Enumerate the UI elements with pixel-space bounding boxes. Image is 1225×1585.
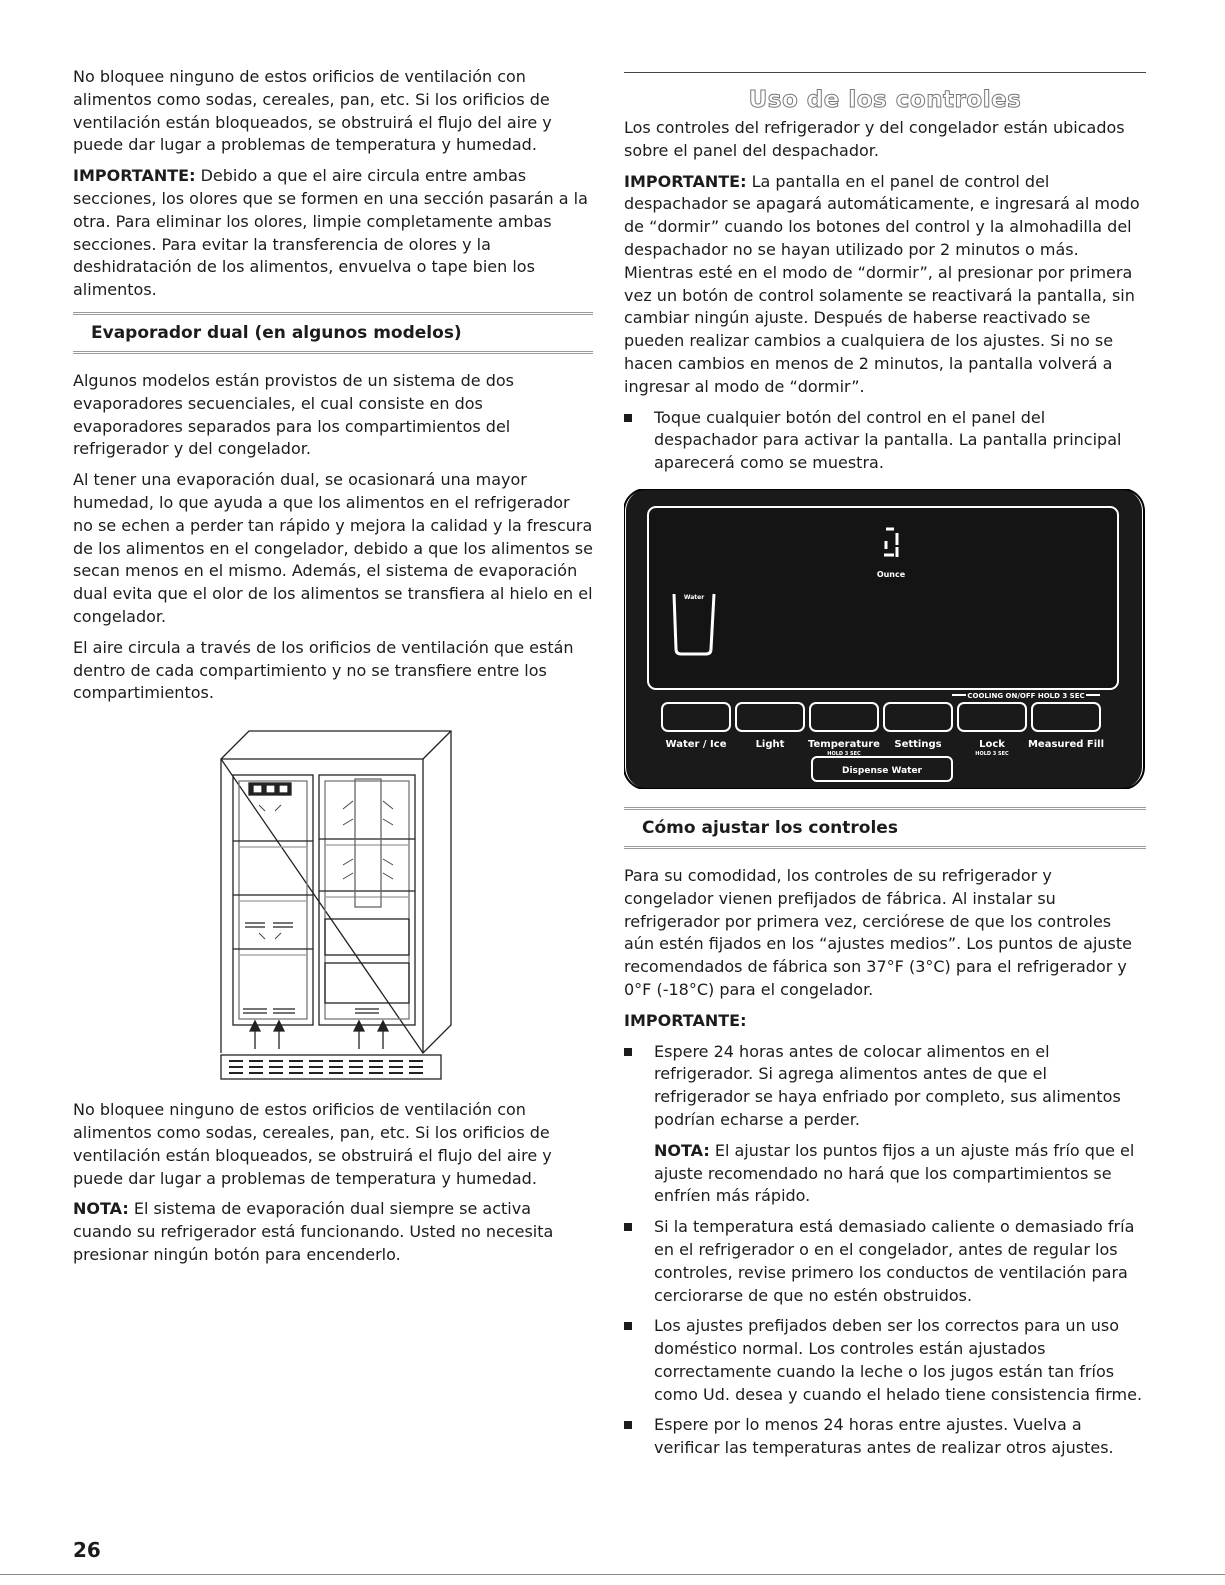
unit-label: Ounce (876, 569, 906, 579)
note-text: El sistema de evaporación dual siempre se activa cuando su refrigerador está funcionando. Usted no necesita presionar ningún botón para encenderlo. (73, 1199, 554, 1264)
paragraph-factory-settings: Para su comodidad, los controles de su refrigerador y congelador vienen prefijados de fábrica. Al instalar su refrigerador por primera vez, cerciórese de que los controles aún estén fijados en los “ajustes medios”. Los puntos de ajuste recomendados de fábrica son 37°F (3°C) para el refrigerador y 0°F (-18°C) para el congelador. (624, 865, 1132, 999)
svg-text:Temperature: Temperature (808, 738, 880, 750)
important-text: Debido a que el aire circula entre ambas secciones, los olores que se formen en una sección pasarán a la otra. Para eliminar los olores, limpie completamente ambas secciones. Para evitar la transferencia de olores y la deshidratación de los alimentos, envuelva o tape bien los alimentos. (73, 166, 588, 300)
section-heading-dual-evaporator (73, 312, 593, 354)
bullet-check-vents: Si la temperatura está demasiado caliente o demasiado fría en el refrigerador o en el congelador, antes de regular los controles, revise primero los conductos de ventilación para cerciorarse de que no estén obstruidos. (624, 1216, 1146, 1307)
note-label: NOTA: (654, 1140, 710, 1160)
important-label: IMPORTANTE: (73, 166, 196, 186)
cup-label: Water (683, 593, 705, 601)
bullet-activate-display: Toque cualquier botón del control en el panel del despachador para activar la pantalla. La pantalla principal aparecerá como se muestra. (624, 407, 1146, 475)
important-text: La pantalla en el panel de control del despachador se apagará automáticamente, e ingresará al modo de “dormir” cuando los botones del control y la almohadilla del despachador no se hayan utilizado por 2 minutos o más. Mientras esté en el modo de “dormir”, al presionar por primera vez un botón de control solamente se reactivará la pantalla, sin cambiar ningún ajuste. Después de haberse reactivado se pueden realizar cambios a cualquiera de los ajustes. Si no se hacen cambios en menos de 2 minutos, la pantalla volverá a ingresar al modo de “dormir”. (624, 171, 1140, 396)
section-title: Uso de los controles (748, 87, 1022, 113)
paragraph-controls-location: Los controles del refrigerador y del congelador están ubicados sobre el panel del despachador. (624, 118, 1125, 160)
bullet-preset-settings: Los ajustes prefijados deben ser los correctos para un uso doméstico normal. Los controles están ajustados correctamente cuando la leche o los jugos están tan fríos como Ud. desea y cuando el helado tiene consistencia firme. (624, 1315, 1146, 1406)
note-colder-setting (624, 1140, 1146, 1208)
bottom-rule (0, 1574, 1225, 1575)
note-text: El ajustar los puntos fijos a un ajuste más frío que el ajuste recomendado no hará que los compartimientos se enfríen más rápido. (654, 1140, 1135, 1206)
svg-text:Lock: Lock (979, 738, 1005, 750)
heading-text: Evaporador dual (en algunos modelos) (91, 322, 462, 343)
page-number: 26 (73, 1538, 101, 1562)
bullet-wait-24-hours: Espere 24 horas antes de colocar alimentos en el refrigerador. Si agrega alimentos antes de que el refrigerador se haya enfriado por completo, sus alimentos podrían echarse a perder. (624, 1041, 1146, 1132)
svg-text:Dispense Water: Dispense Water (842, 765, 922, 776)
heading-text: Cómo ajustar los controles (642, 817, 898, 838)
svg-text:HOLD 3 SEC: HOLD 3 SEC (827, 750, 861, 757)
fridge-airflow-illustration (215, 719, 593, 1085)
paragraph-note-dual-evaporator (73, 1198, 593, 1266)
cooling-label: COOLING ON/OFF HOLD 3 SEC (967, 691, 1085, 700)
paragraph-dual-evaporator-intro: Algunos modelos están provistos de un sistema de dos evaporadores secuenciales, el cual consiste en dos evaporadores separados para los compartimientos del refrigerador y del congelador. (73, 370, 514, 459)
left-column (73, 66, 593, 1275)
note-label: NOTA: (73, 1199, 129, 1219)
paragraph-important-odors (73, 165, 593, 302)
paragraph-vents-warning: No bloquee ninguno de estos orificios de ventilación con alimentos como sodas, cereales, pan, etc. Si los orificios de ventilación están bloqueados, se obstruirá el flujo del aire y puede dar lugar a problemas de temperatura y humedad. (73, 67, 552, 155)
paragraph-dual-evaporator-benefits: Al tener una evaporación dual, se ocasionará una mayor humedad, lo que ayuda a que los alimentos en el refrigerador no se echen a perder tan rápido y mejora la calidad y la frescura de los alimentos en el congelador, debido a que los alimentos se secan menos en el mismo. Además, el sistema de evaporación dual evita que el olor de los alimentos se transfiera al hielo en el congelador. (73, 470, 593, 626)
display-screen (648, 507, 1118, 689)
svg-text:Light: Light (755, 738, 785, 750)
svg-text:Measured Fill: Measured Fill (1027, 738, 1105, 750)
svg-text:Water / Ice: Water / Ice (665, 738, 727, 750)
dispenser-control-panel (624, 489, 1146, 793)
bullet-wait-between-adjustments: Espere por lo menos 24 horas entre ajustes. Vuelva a verificar las temperaturas antes de realizar otros ajustes. (624, 1414, 1146, 1460)
important-label: IMPORTANTE: (624, 171, 747, 191)
paragraph-vents-warning-repeat: No bloquee ninguno de estos orificios de ventilación con alimentos como sodas, cereales, pan, etc. Si los orificios de ventilación están bloqueados, se obstruirá el flujo del aire y puede dar lugar a problemas de temperatura y humedad. (73, 1100, 552, 1188)
paragraph-important-sleep-mode (624, 171, 1146, 399)
right-column (624, 66, 1146, 1468)
important-heading: IMPORTANTE: (624, 1010, 747, 1030)
paragraph-air-circulation: El aire circula a través de los orificios de ventilación que están dentro de cada compartimiento y no se transfiere entre los compartimientos. (73, 637, 574, 703)
section-heading-adjust-controls (624, 807, 1146, 849)
svg-text:HOLD 3 SEC: HOLD 3 SEC (975, 750, 1009, 757)
section-title-block (624, 72, 1146, 113)
svg-text:Settings: Settings (894, 738, 942, 750)
